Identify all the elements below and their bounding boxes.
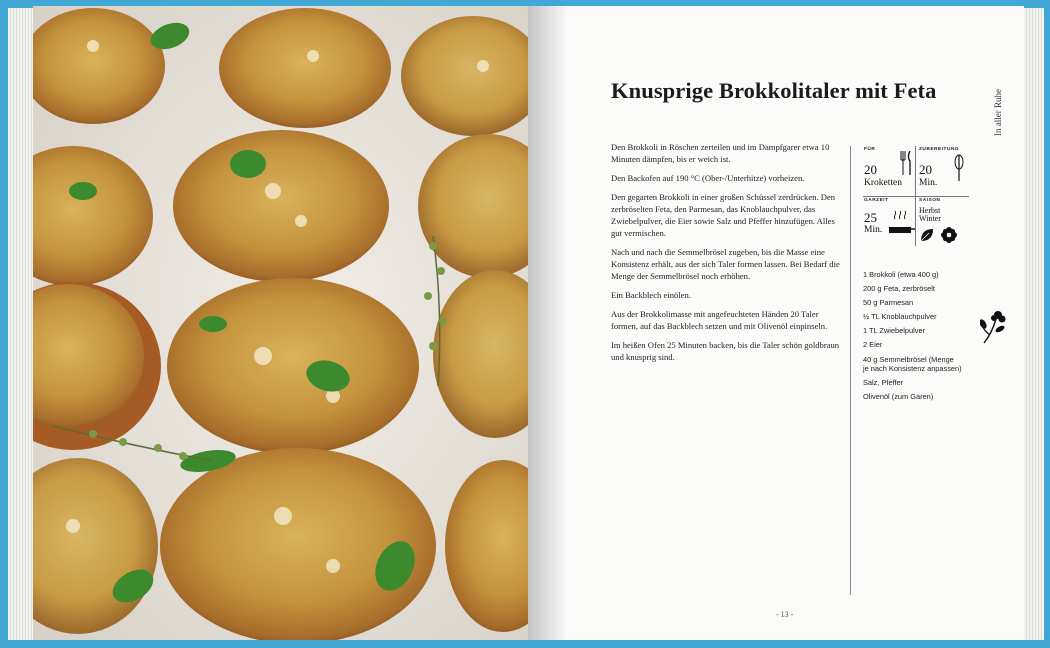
- open-cookbook: [8, 6, 1044, 642]
- chapter-tab: In aller Ruhe: [993, 89, 1003, 136]
- season-autumn: Herbst: [919, 206, 941, 215]
- step-2: Den Backofen auf 190 °C (Ober-/Unterhitze) vorheizen.: [611, 173, 805, 183]
- ingredient-2: 200 g Feta, zerbröselt: [863, 284, 935, 293]
- steaming-pan-icon: [887, 209, 915, 239]
- flower-branch-icon: [980, 309, 1008, 345]
- ingredient-1: 1 Brokkoli (etwa 400 g): [863, 270, 939, 279]
- servings-cell: [863, 146, 918, 196]
- ingredient-6: 2 Eier: [863, 340, 883, 349]
- step-6: Aus der Brokkolimasse mit angefeuchteten Händen 20 Taler formen, auf das Backblech setzen und mit Olivenöl einpinseln.: [611, 309, 828, 331]
- leaf-icon: [919, 227, 937, 243]
- ingredient-5: 1 TL Zwiebelpulver: [863, 326, 926, 335]
- prep-time-label: ZUBEREITUNG: [919, 147, 960, 152]
- recipe-info-grid: [863, 146, 973, 246]
- broccoli-fritters-photo: [33, 6, 528, 640]
- whisk-icon: [953, 154, 965, 182]
- ingredient-9: Olivenöl (zum Garen): [863, 392, 934, 401]
- servings-value: 20: [864, 162, 877, 177]
- season-cell: [918, 197, 973, 247]
- step-1: Den Brokkoli in Röschen zerteilen und im Dampfgarer etwa 10 Minuten dämpfen, bis er weich ist.: [611, 142, 830, 164]
- cook-time-label: GARZEIT: [864, 198, 889, 203]
- ingredient-4: ½ TL Knoblauchpulver: [863, 312, 937, 321]
- step-3: Den gegarten Brokkoli in einer großen Schüssel zerdrücken. Den zerbröselten Feta, den Parmesan, das Knoblauchpulver, das Zwiebelpulver, die Eier sowie Salz und Pfeffer hinzufügen. Alles gut vermischen.: [611, 192, 836, 238]
- cook-time-value: 25: [864, 210, 877, 225]
- food-photo-page: [33, 6, 528, 640]
- recipe-steps: [611, 141, 843, 370]
- column-divider: [850, 146, 851, 595]
- cutlery-icon: [899, 150, 913, 176]
- season-label: SAISON: [919, 198, 941, 203]
- ingredient-7-line-2: je nach Konsistenz anpassen): [863, 364, 962, 373]
- servings-unit: Kroketten: [864, 178, 902, 188]
- ingredient-7: [863, 355, 983, 373]
- right-page-edges: [1024, 8, 1044, 640]
- step-4: Nach und nach die Semmelbrösel zugeben, bis die Masse eine Konsistenz erhält, aus der sich Taler formen lassen. Bei Bedarf die Menge der Semmelbrösel noch erhöhen.: [611, 247, 840, 281]
- page-number: - 13 -: [776, 610, 794, 619]
- prep-time-value: 20: [919, 162, 932, 177]
- ingredient-list: [863, 268, 983, 404]
- recipe-page: [528, 6, 1024, 640]
- ingredient-7-line-1: 40 g Semmelbrösel (Menge: [863, 355, 954, 364]
- cook-time-cell: [863, 197, 918, 247]
- ingredient-3: 50 g Parmesan: [863, 298, 914, 307]
- season-winter: Winter: [919, 214, 941, 223]
- prep-time-cell: [918, 146, 973, 196]
- ingredient-8: Salz, Pfeffer: [863, 378, 904, 387]
- step-5: Ein Backblech einölen.: [611, 290, 691, 300]
- prep-time-unit: Min.: [919, 178, 938, 188]
- recipe-title: Knusprige Brokkolitaler mit Feta: [611, 78, 937, 103]
- cook-time-unit: Min.: [864, 225, 883, 235]
- gutter-shadow: [528, 6, 568, 640]
- step-7: Im heißen Ofen 25 Minuten backen, bis die Taler schön goldbraun und knusprig sind.: [611, 340, 840, 362]
- servings-label: FÜR: [864, 147, 876, 152]
- flower-icon: [940, 227, 958, 243]
